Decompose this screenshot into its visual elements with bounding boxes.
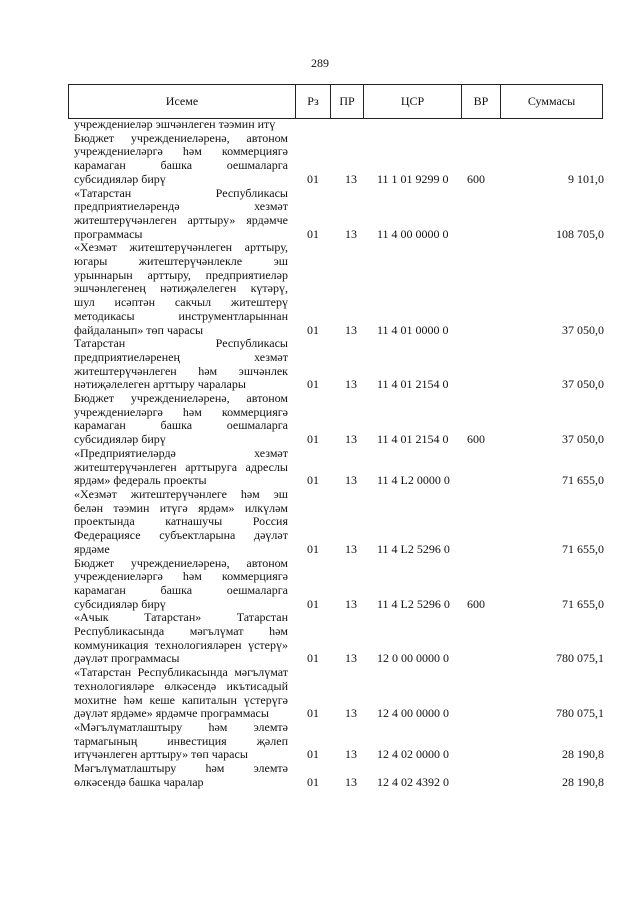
row-name [74, 611, 288, 666]
row-rz: 01 [307, 432, 319, 447]
table-row [74, 557, 604, 612]
row-sum: 71 655,0 [562, 541, 604, 556]
header-name: Исеме [69, 85, 296, 118]
row-sum: 37 050,0 [562, 322, 604, 337]
row-name-line: дәүләт программасы [74, 651, 180, 666]
row-csr: 12 4 02 0000 0 [377, 747, 449, 762]
row-name-line: программасы [74, 226, 143, 241]
row-name-line: субсидияләр бирү [74, 171, 166, 186]
table-row [74, 488, 604, 557]
row-csr: 12 0 00 0000 0 [377, 651, 449, 666]
row-vr: 600 [467, 171, 485, 186]
row-sum: 37 050,0 [562, 377, 604, 392]
row-pr: 13 [345, 432, 357, 447]
row-name [74, 241, 288, 337]
table-row [74, 721, 604, 762]
row-name-line: Мәгълүматлаштыру һәм элемтә [74, 761, 288, 776]
row-csr: 11 4 01 2154 0 [377, 432, 449, 447]
table-row [74, 447, 604, 488]
row-pr: 13 [345, 651, 357, 666]
row-rz: 01 [307, 706, 319, 721]
row-name-line: методикасы инструментларыннан [74, 308, 288, 323]
row-rz: 01 [307, 747, 319, 762]
table-row [74, 187, 604, 242]
header-csr: ЦСР [364, 85, 462, 118]
row-name-line: мохитне һәм кеше капиталын үстерүгә [74, 692, 288, 707]
row-rz: 01 [307, 473, 319, 488]
table-row [74, 611, 604, 666]
row-name-line: югары житештерүчәнлекле эш [74, 254, 288, 269]
row-name [74, 762, 288, 789]
table-row [74, 241, 604, 337]
table-row [74, 132, 604, 187]
header-vr: ВР [462, 85, 501, 118]
row-pr: 13 [345, 226, 357, 241]
row-vr: 600 [467, 432, 485, 447]
row-name-line: предприятиеләрендә хезмәт [74, 199, 288, 214]
row-sum: 37 050,0 [562, 432, 604, 447]
table-header [68, 84, 603, 119]
row-csr: 11 4 01 0000 0 [377, 322, 449, 337]
row-pr: 13 [345, 377, 357, 392]
row-name-line: дәүләт ярдәме» ярдәмче программасы [74, 706, 269, 721]
row-name-line: «Татарстан Республикасында мәгълүмат [74, 665, 288, 680]
row-name-line: «Предприятиеләрдә хезмәт [74, 445, 288, 460]
row-name [74, 392, 288, 447]
row-pr: 13 [345, 541, 357, 556]
row-pr: 13 [345, 473, 357, 488]
row-name-line: урыннарын арттыру, предприятиеләр [74, 267, 288, 282]
row-pr: 13 [345, 706, 357, 721]
row-rz: 01 [307, 322, 319, 337]
row-rz: 01 [307, 651, 319, 666]
row-csr: 11 4 01 2154 0 [377, 377, 449, 392]
row-name-line: шул исәптән сакчыл житештерү [74, 295, 288, 310]
row-name-line: ярдәм» федераль проекты [74, 473, 207, 488]
table-body [74, 118, 604, 789]
row-name-line: проектында катнашучы Россия [74, 514, 288, 529]
row-name-line: итүчәнлеген арттыру» төп чарасы [74, 747, 248, 762]
row-name [74, 557, 288, 612]
row-name-line: ярдәме [74, 541, 110, 556]
row-name-line: «Хезмәт житештерүчәнлеген арттыру, [74, 240, 288, 255]
row-name-line: предприятиеләренең хезмәт [74, 349, 288, 364]
row-sum: 71 655,0 [562, 596, 604, 611]
row-csr: 11 4 L2 0000 0 [377, 473, 450, 488]
table-row [74, 762, 604, 789]
row-name-line: учреждениеләргә һәм коммерциягә [74, 144, 288, 159]
row-rz: 01 [307, 377, 319, 392]
row-name [74, 132, 288, 187]
row-name-line: субсидияләр бирү [74, 596, 166, 611]
row-rz: 01 [307, 171, 319, 186]
header-sum: Суммасы [527, 94, 576, 108]
row-name [74, 488, 288, 557]
row-csr: 12 4 02 4392 0 [377, 774, 449, 789]
row-name-line: файдаланып» төп чарасы [74, 322, 204, 337]
row-sum: 71 655,0 [562, 473, 604, 488]
row-name-line: учреждениеләр эшчәнлеген тәэмин итү [74, 117, 276, 131]
row-name-line: «Ачык Татарстан» Татарстан [74, 610, 288, 625]
row-name-line: житештерүчәнлеген арттыруга адреслы [74, 459, 288, 474]
row-name [74, 721, 288, 762]
row-name-line: технологияләре өлкәсендә икътисадый [74, 678, 288, 693]
header-rz: Рз [296, 85, 331, 118]
row-name-line: Федерациясе субъектларына дәүләт [74, 528, 288, 543]
row-name-line: Республикасында мәгълүмат һәм [74, 624, 288, 639]
row-name [74, 666, 288, 721]
row-name-line: нәтиҗәлелеген арттыру чаралары [74, 377, 246, 392]
row-name-line: коммуникация технологияләрен үстерү» [74, 637, 288, 652]
row-sum: 28 190,8 [562, 747, 604, 762]
row-name [74, 118, 288, 132]
row-pr: 13 [345, 774, 357, 789]
table-row [74, 337, 604, 392]
row-name-line: карамаган башка оешмаларга [74, 418, 288, 433]
row-name-line: житештерүчәнлеген арттыру» ярдәмче [74, 212, 288, 227]
row-name-line: «Татарстан Республикасы [74, 185, 288, 200]
row-name-line: житештерүчәнлеген һәм эшчәнлек [74, 363, 288, 378]
row-name [74, 337, 288, 392]
row-name-line: өлкәсендә башка чаралар [74, 774, 204, 789]
page-number: 289 [311, 56, 329, 70]
row-name-line: Бюджет учреждениеләренә, автоном [74, 555, 288, 570]
row-name-line: белән тәэмин итүгә ярдәм» илкүләм [74, 500, 288, 515]
header-pr: ПР [331, 85, 364, 118]
row-name [74, 187, 288, 242]
row-sum: 108 705,0 [556, 226, 604, 241]
row-pr: 13 [345, 747, 357, 762]
row-pr: 13 [345, 171, 357, 186]
row-sum: 28 190,8 [562, 774, 604, 789]
row-name-line: учреждениеләргә һәм коммерциягә [74, 569, 288, 584]
row-csr: 11 4 00 0000 0 [377, 226, 449, 241]
row-name-line: Бюджет учреждениеләренә, автоном [74, 130, 288, 145]
row-name-line: эшчәнлегенең нәтиҗәлелеген күтәрү, [74, 281, 288, 296]
table-row [74, 666, 604, 721]
row-csr: 11 4 L2 5296 0 [377, 541, 450, 556]
row-vr: 600 [467, 596, 485, 611]
row-sum: 9 101,0 [568, 171, 604, 186]
row-name-line: тармагының инвестиция җәлеп [74, 733, 288, 748]
table-row [74, 392, 604, 447]
table-row [74, 118, 604, 132]
row-csr: 11 1 01 9299 0 [377, 171, 449, 186]
row-pr: 13 [345, 322, 357, 337]
row-rz: 01 [307, 596, 319, 611]
row-name-line: Татарстан Республикасы [74, 336, 288, 351]
row-name-line: Бюджет учреждениеләренә, автоном [74, 391, 288, 406]
row-sum: 780 075,1 [556, 651, 604, 666]
row-rz: 01 [307, 226, 319, 241]
row-csr: 11 4 L2 5296 0 [377, 596, 450, 611]
row-name-line: «Мәгълүматлаштыру һәм элемтә [74, 719, 288, 734]
row-name-line: «Хезмәт житештерүчәнлеге һәм эш [74, 486, 288, 501]
row-rz: 01 [307, 774, 319, 789]
row-pr: 13 [345, 596, 357, 611]
row-name-line: учреждениеләргә һәм коммерциягә [74, 404, 288, 419]
row-name-line: субсидияләр бирү [74, 432, 166, 447]
row-name-line: карамаган башка оешмаларга [74, 582, 288, 597]
row-name-line: карамаган башка оешмаларга [74, 158, 288, 173]
row-csr: 12 4 00 0000 0 [377, 706, 449, 721]
row-name [74, 447, 288, 488]
row-sum: 780 075,1 [556, 706, 604, 721]
row-rz: 01 [307, 541, 319, 556]
